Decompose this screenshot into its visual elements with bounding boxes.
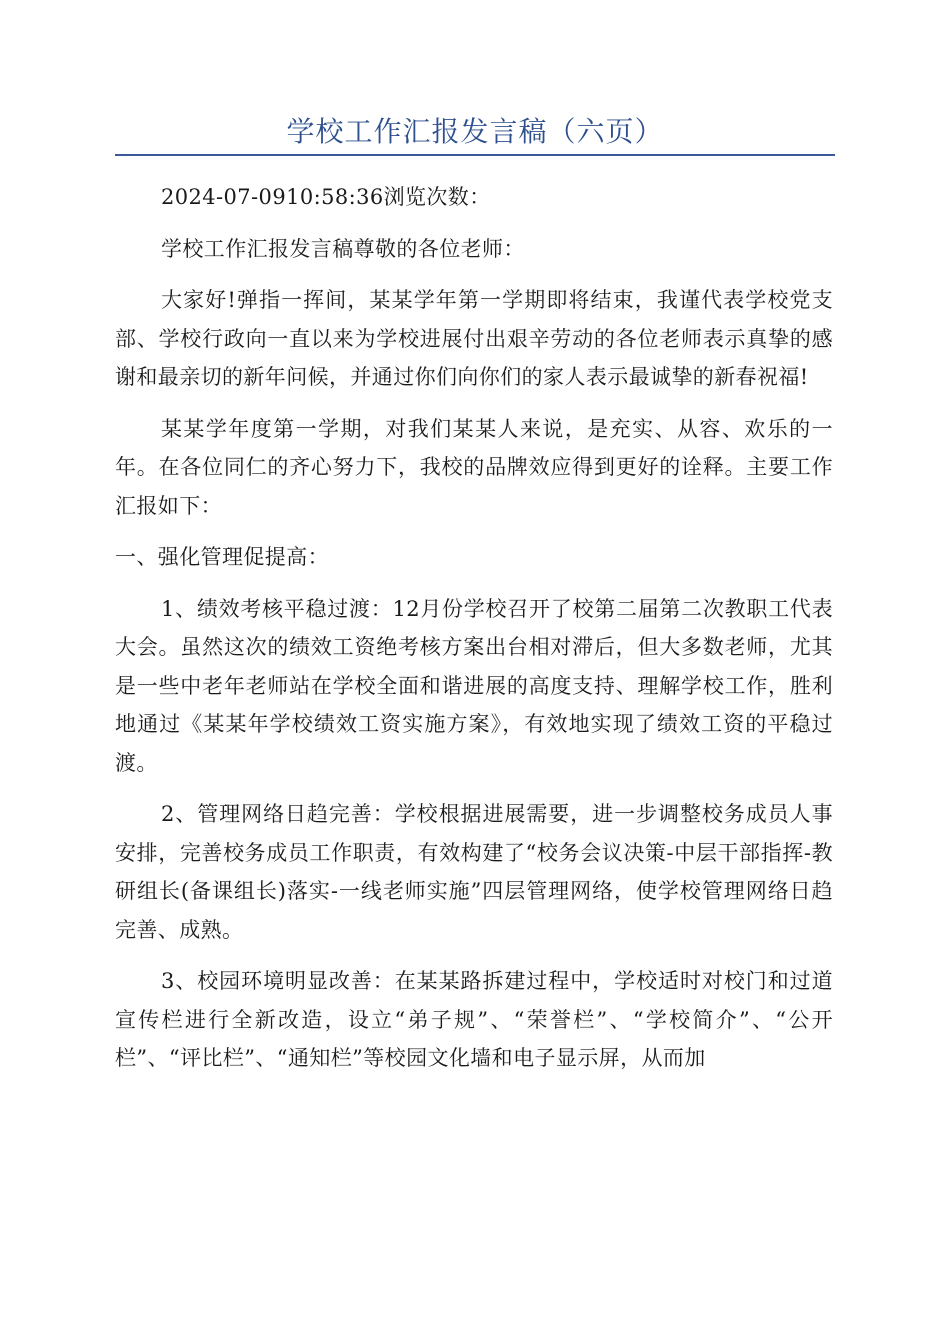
paragraph-item-1: 1、绩效考核平稳过渡：12月份学校召开了校第二届第二次教职工代表大会。虽然这次的绩效工资绝考核方案出台相对滞后，但大多数老师，尤其是一些中老年老师站在学校全面和谐进展的高度支持、理解学校工作，胜利地通过《某某年学校绩效工资实施方案》，有效地实现了绩效工资的平稳过渡。 — [115, 596, 833, 775]
meta-line: 2024-07-0910:58:36浏览次数： — [161, 185, 491, 209]
paragraph-opening: 大家好!弹指一挥间，某某学年第一学期即将结束，我谨代表学校党支部、学校行政向一直以来为学校进展付出艰辛劳动的各位老师表示真挚的感谢和最亲切的新年问候，并通过你们向你们的家人表示最诚挚的新春祝福! — [115, 288, 833, 389]
title-underline — [115, 154, 835, 156]
document-title: 学校工作汇报发言稿（六页） — [286, 115, 664, 148]
paragraph-item-3: 3、校园环境明显改善：在某某路拆建过程中，学校适时对校门和过道宣传栏进行全新改造，设立“弟子规”、“荣誉栏”、“学校简介”、“公开栏”、“评比栏”、“通知栏”等校园文化墙和电子显示屏，从而加 — [115, 969, 833, 1070]
greeting-line: 学校工作汇报发言稿尊敬的各位老师： — [161, 236, 525, 261]
section-heading: 一、强化管理促提高： — [115, 545, 329, 569]
document-body — [115, 178, 833, 1091]
paragraph-item-2: 2、管理网络日趋完善：学校根据进展需要，进一步调整校务成员人事安排，完善校务成员工作职责，有效构建了“校务会议决策-中层干部指挥-教研组长(备课组长)落实-一线老师实施”四层管理网络，使学校管理网络日趋完善、成熟。 — [115, 802, 833, 942]
paragraph-summary: 某某学年度第一学期，对我们某某人来说，是充实、从容、欢乐的一年。在各位同仁的齐心努力下，我校的品牌效应得到更好的诠释。主要工作汇报如下： — [115, 416, 833, 518]
